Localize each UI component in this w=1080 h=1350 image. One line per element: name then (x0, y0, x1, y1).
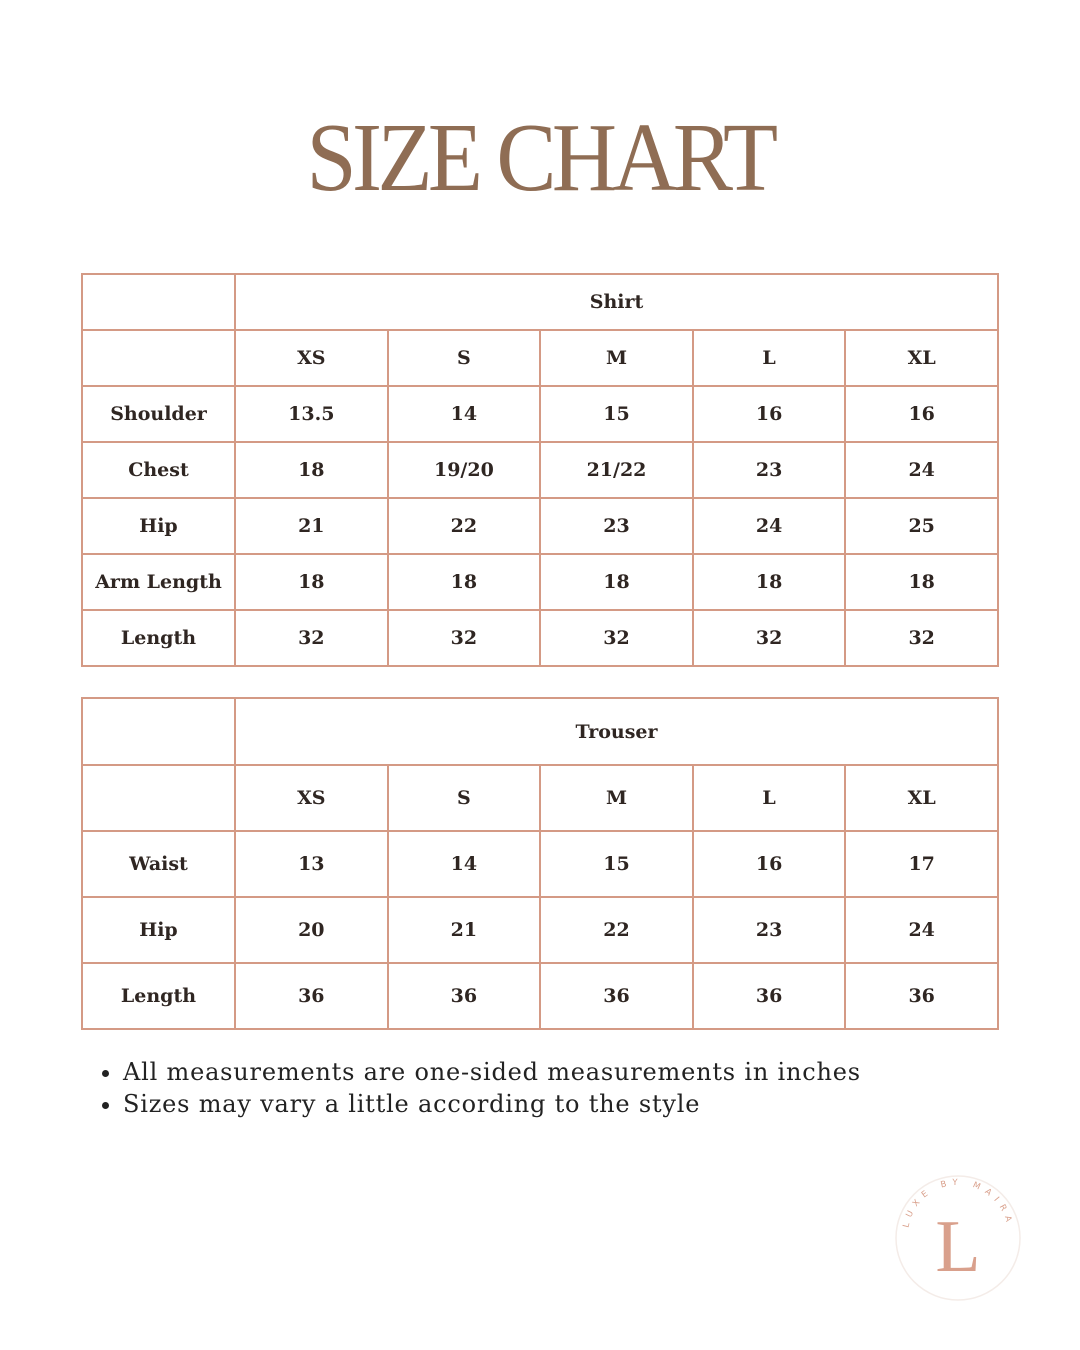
table-cell: 32 (693, 610, 846, 666)
table-cell: 32 (388, 610, 541, 666)
logo-monogram: L (935, 1206, 981, 1288)
size-header-row (82, 330, 998, 386)
table-cell: 24 (845, 897, 998, 963)
table-row (82, 554, 998, 610)
table-cell: 32 (235, 610, 388, 666)
size-header-s: S (388, 765, 541, 831)
table-cell: 16 (693, 386, 846, 442)
table-cell: 16 (693, 831, 846, 897)
row-label: Waist (82, 831, 235, 897)
table-cell: 14 (388, 386, 541, 442)
table-cell: 32 (540, 610, 693, 666)
table-cell: 21 (388, 897, 541, 963)
row-label: Arm Length (82, 554, 235, 610)
table-cell: 36 (845, 963, 998, 1029)
table-cell: 18 (693, 554, 846, 610)
shirt-heading: Shirt (235, 274, 998, 330)
logo-brand-text: LUXE BY MAIRA (901, 1177, 1015, 1229)
measurement-notes (81, 1056, 861, 1120)
empty-corner-cell (82, 765, 235, 831)
table-header-row (82, 698, 998, 765)
table-cell: 25 (845, 498, 998, 554)
size-header-row (82, 765, 998, 831)
row-label: Hip (82, 498, 235, 554)
note-item: • All measurements are one-sided measurements in inches (123, 1056, 861, 1088)
size-header-m: M (540, 765, 693, 831)
trouser-size-table (81, 697, 999, 1030)
table-cell: 36 (235, 963, 388, 1029)
table-cell: 20 (235, 897, 388, 963)
size-header-l: L (693, 330, 846, 386)
size-header-xs: XS (235, 330, 388, 386)
row-label: Length (82, 963, 235, 1029)
table-row (82, 498, 998, 554)
table-row (82, 442, 998, 498)
table-cell: 36 (693, 963, 846, 1029)
table-row (82, 897, 998, 963)
table-row (82, 963, 998, 1029)
table-cell: 23 (540, 498, 693, 554)
table-cell: 18 (540, 554, 693, 610)
note-item: • Sizes may vary a little according to the style (123, 1088, 861, 1120)
table-cell: 16 (845, 386, 998, 442)
table-cell: 18 (845, 554, 998, 610)
empty-corner-cell (82, 330, 235, 386)
row-label: Chest (82, 442, 235, 498)
table-cell: 18 (388, 554, 541, 610)
size-header-s: S (388, 330, 541, 386)
table-cell: 36 (388, 963, 541, 1029)
table-cell: 22 (388, 498, 541, 554)
table-cell: 32 (845, 610, 998, 666)
table-cell: 17 (845, 831, 998, 897)
table-cell: 24 (693, 498, 846, 554)
trouser-heading: Trouser (235, 698, 998, 765)
brand-monogram-logo (893, 1173, 1023, 1303)
table-cell: 23 (693, 897, 846, 963)
table-cell: 15 (540, 831, 693, 897)
size-header-xs: XS (235, 765, 388, 831)
table-cell: 15 (540, 386, 693, 442)
shirt-size-table (81, 273, 999, 667)
table-cell: 21/22 (540, 442, 693, 498)
table-cell: 14 (388, 831, 541, 897)
table-row (82, 610, 998, 666)
table-cell: 22 (540, 897, 693, 963)
table-cell: 36 (540, 963, 693, 1029)
table-header-row (82, 274, 998, 330)
table-cell: 18 (235, 554, 388, 610)
empty-corner-cell (82, 698, 235, 765)
row-label: Hip (82, 897, 235, 963)
size-header-xl: XL (845, 765, 998, 831)
empty-corner-cell (82, 274, 235, 330)
row-label: Length (82, 610, 235, 666)
table-row (82, 386, 998, 442)
size-header-m: M (540, 330, 693, 386)
page-title: SIZE CHART (306, 104, 774, 212)
table-cell: 23 (693, 442, 846, 498)
size-header-xl: XL (845, 330, 998, 386)
table-cell: 19/20 (388, 442, 541, 498)
table-cell: 18 (235, 442, 388, 498)
size-header-l: L (693, 765, 846, 831)
table-cell: 13.5 (235, 386, 388, 442)
table-cell: 13 (235, 831, 388, 897)
row-label: Shoulder (82, 386, 235, 442)
table-cell: 24 (845, 442, 998, 498)
table-row (82, 831, 998, 897)
table-cell: 21 (235, 498, 388, 554)
